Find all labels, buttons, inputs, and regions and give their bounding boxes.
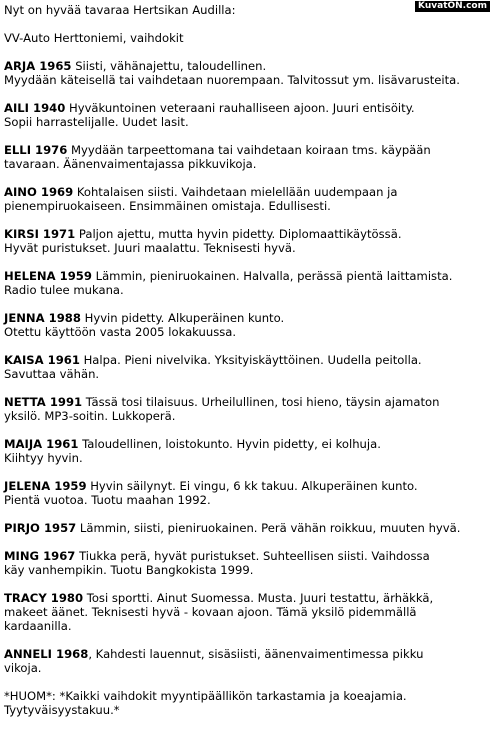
listing-line-1: [4, 353, 488, 367]
footer-line-2: Tyytyväisyystakuu.*: [4, 703, 120, 717]
listing-description: Paljon ajettu, mutta hyvin pidetty. Diplomaattikäytössä.: [78, 227, 402, 241]
listing-line-1: [4, 311, 488, 325]
listing-item: [4, 353, 488, 381]
listing-description: Tässä tosi tilaisuus. Urheilullinen, tosi hieno, täysin ajamaton: [85, 395, 440, 409]
listing-item: [4, 269, 488, 297]
listing-name: PIRJO 1957: [4, 521, 77, 535]
listing-description: Hyvin säilynyt. Ei vingu, 6 kk takuu. Alkuperäinen kunto.: [90, 479, 418, 493]
listing-line-1: [4, 185, 488, 199]
listing-name: KAISA 1961: [4, 353, 80, 367]
listing-item: [4, 101, 488, 129]
listing-line-2: makeet äänet. Teknisesti hyvä - kovaan ajoon. Tämä yksilö pidemmällä: [4, 605, 417, 619]
footer-line-1: *HUOM*: *Kaikki vaihdokit myyntipäällikön tarkastamia ja koeajamia.: [4, 689, 407, 703]
listing-line-1: [4, 647, 488, 661]
listing-description: Lämmin, pieniruokainen. Halvalla, perässä pientä laittamista.: [95, 269, 453, 283]
listing-line-2: yksilö. MP3-soitin. Lukkoperä.: [4, 409, 176, 423]
listings: [4, 59, 488, 675]
listing-item: [4, 395, 488, 423]
watermark-logo: KuvatON.com: [415, 1, 490, 12]
listing-description: Hyvin pidetty. Alkuperäinen kunto.: [84, 311, 285, 325]
listing-description: Hyväkuntoinen veteraani rauhalliseen ajoon. Juuri entisöity.: [68, 101, 415, 115]
listing-description: Halpa. Pieni nivelvika. Yksityiskäyttöinen. Uudella peitolla.: [83, 353, 422, 367]
listing-line-3: kardaanilla.: [4, 619, 72, 633]
listing-description: Siisti, vähänajettu, taloudellinen.: [75, 59, 267, 73]
listing-line-2: Otettu käyttöön vasta 2005 lokakuussa.: [4, 325, 237, 339]
intro-text: Nyt on hyvää tavaraa Hertsikan Audilla:: [4, 3, 236, 17]
listing-line-1: [4, 591, 488, 605]
listing-line-1: [4, 549, 488, 563]
dealer-text: VV-Auto Herttoniemi, vaihdokit: [4, 31, 184, 45]
listing-item: [4, 549, 488, 577]
listing-name: TRACY 1980: [4, 591, 84, 605]
listing-name: HELENA 1959: [4, 269, 92, 283]
listing-line-2: Sopii harrastelijalle. Uudet lasit.: [4, 115, 189, 129]
listing-line-1: [4, 143, 488, 157]
listing-line-2: Kiihtyy hyvin.: [4, 451, 83, 465]
listing-item: [4, 437, 488, 465]
listing-name: JENNA 1988: [4, 311, 81, 325]
listing-description: Tosi sportti. Ainut Suomessa. Musta. Juuri testattu, ärhäkkä,: [86, 591, 434, 605]
listing-line-1: [4, 227, 488, 241]
listing-line-2: tavaraan. Äänenvaimentajassa pikkuvikoja.: [4, 157, 257, 171]
listing-item: [4, 185, 488, 213]
listing-description: Taloudellinen, loistokunto. Hyvin pidetty, ei kolhuja.: [82, 437, 381, 451]
listing-item: [4, 227, 488, 255]
listing-line-2: pienempiruokaiseen. Ensimmäinen omistaja. Edullisesti.: [4, 199, 331, 213]
listing-line-2: Myydään käteisellä tai vaihdetaan nuorempaan. Talvitossut ym. lisävarusteita.: [4, 73, 460, 87]
listing-line-1: [4, 269, 488, 283]
listing-name: MAIJA 1961: [4, 437, 79, 451]
listing-name: AILI 1940: [4, 101, 66, 115]
listing-line-2: käy vanhempikin. Tuotu Bangkokista 1999.: [4, 563, 254, 577]
listing-description: Tiukka perä, hyvät puristukset. Suhteellisen siisti. Vaihdossa: [79, 549, 430, 563]
listing-line-2: Radio tulee mukana.: [4, 283, 124, 297]
listing-item: [4, 59, 488, 87]
listing-item: [4, 591, 488, 633]
listing-description: Lämmin, siisti, pieniruokainen. Perä vähän roikkuu, muuten hyvä.: [79, 521, 461, 535]
footer-note: [4, 689, 488, 717]
listing-name: ARJA 1965: [4, 59, 72, 73]
listing-item: [4, 143, 488, 171]
listing-line-2: Pientä vuotoa. Tuotu maahan 1992.: [4, 493, 211, 507]
listing-name: NETTA 1991: [4, 395, 83, 409]
listing-name: MING 1967: [4, 549, 76, 563]
listing-name: AINO 1969: [4, 185, 74, 199]
listing-line-2: Savuttaa vähän.: [4, 367, 100, 381]
listing-item: [4, 311, 488, 339]
ad-document: [4, 3, 488, 717]
listing-description: , Kahdesti lauennut, sisäsiisti, äänenvaimentimessa pikku: [88, 647, 424, 661]
listing-line-1: [4, 101, 488, 115]
listing-line-2: vikoja.: [4, 661, 42, 675]
listing-line-1: [4, 395, 488, 409]
listing-item: [4, 479, 488, 507]
listing-line-1: [4, 59, 488, 73]
listing-line-1: [4, 479, 488, 493]
listing-name: KIRSI 1971: [4, 227, 76, 241]
listing-item: [4, 521, 488, 535]
listing-name: ELLI 1976: [4, 143, 68, 157]
listing-line-2: Hyvät puristukset. Juuri maalattu. Teknisesti hyvä.: [4, 241, 296, 255]
listing-line-1: [4, 521, 488, 535]
listing-name: ANNELI 1968: [4, 647, 89, 661]
listing-item: [4, 647, 488, 675]
listing-description: Myydään tarpeettomana tai vaihdetaan koiraan tms. käypään: [71, 143, 431, 157]
listing-description: Kohtalaisen siisti. Vaihdetaan mielellään uudempaan ja: [76, 185, 398, 199]
listing-name: JELENA 1959: [4, 479, 87, 493]
listing-line-1: [4, 437, 488, 451]
